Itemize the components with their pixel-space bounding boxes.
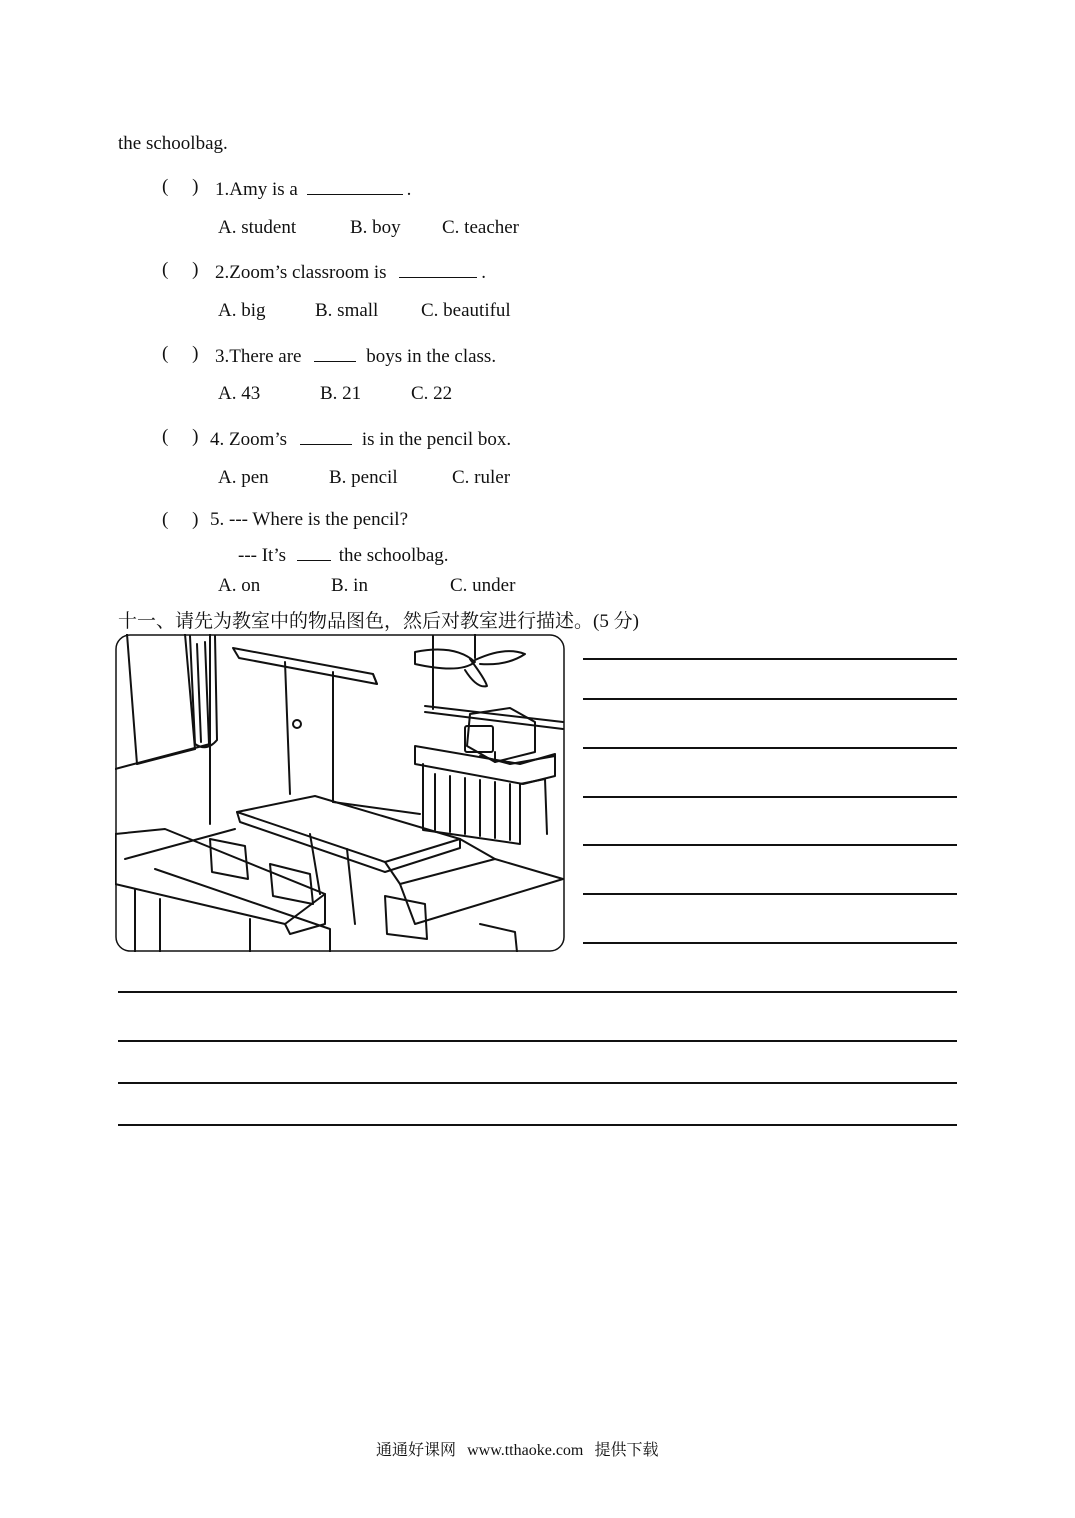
question-stem: Zoom’s classroom is	[229, 262, 387, 283]
question-stem-end: .	[406, 179, 412, 200]
writing-line[interactable]	[583, 796, 957, 798]
question-4	[210, 426, 511, 451]
writing-line[interactable]	[118, 1040, 957, 1042]
question-number: 2.	[215, 262, 230, 283]
question-stem: Amy is a	[229, 179, 298, 200]
footer-site-name: 通通好课网	[376, 1440, 457, 1459]
question-3	[215, 343, 496, 368]
answer-blank[interactable]	[300, 426, 352, 445]
question-1	[215, 176, 411, 201]
option-c[interactable]: C. 22	[411, 383, 453, 404]
question-stem: There are	[229, 346, 302, 367]
reply-start: --- It’s	[238, 545, 287, 566]
answer-paren-4[interactable]: ( )	[162, 426, 199, 447]
writing-line[interactable]	[583, 698, 957, 700]
question-5	[210, 509, 408, 531]
option-c[interactable]: C. ruler	[452, 467, 511, 488]
question-number: 4.	[210, 429, 225, 450]
writing-line[interactable]	[118, 1082, 957, 1084]
answer-blank[interactable]	[307, 176, 403, 195]
option-a[interactable]: A. 43	[218, 383, 261, 404]
answer-blank[interactable]	[314, 343, 356, 362]
writing-line[interactable]	[583, 747, 957, 749]
question-2	[215, 259, 486, 284]
question-number: 5.	[210, 509, 225, 530]
option-b[interactable]: B. small	[315, 300, 379, 321]
answer-paren-1[interactable]: ( )	[162, 176, 199, 197]
question-stem: Zoom’s	[229, 429, 288, 450]
answer-blank[interactable]	[297, 542, 331, 561]
option-a[interactable]: A. pen	[218, 467, 269, 488]
option-b[interactable]: B. boy	[350, 217, 401, 238]
section-11-title: 十一、请先为教室中的物品图色，然后对教室进行描述。(5 分)	[118, 611, 639, 632]
writing-line[interactable]	[118, 1124, 957, 1126]
question-number: 1.	[215, 179, 230, 200]
writing-line[interactable]	[118, 991, 957, 993]
question-number: 3.	[215, 346, 230, 367]
option-b[interactable]: B. in	[331, 575, 368, 596]
classroom-illustration	[115, 634, 565, 952]
option-a[interactable]: A. big	[218, 300, 266, 321]
question-stem: --- Where is the pencil?	[229, 509, 409, 530]
option-a[interactable]: A. student	[218, 217, 297, 238]
question-stem-end: boys in the class.	[366, 346, 497, 367]
reply-end: the schoolbag.	[338, 545, 449, 566]
question-5-reply	[238, 542, 449, 567]
writing-line[interactable]	[583, 942, 957, 944]
option-c[interactable]: C. beautiful	[421, 300, 511, 321]
writing-line[interactable]	[583, 658, 957, 660]
question-stem-end: .	[481, 262, 487, 283]
answer-paren-5[interactable]: ( )	[162, 509, 199, 530]
option-b[interactable]: B. 21	[320, 383, 362, 404]
answer-blank[interactable]	[399, 259, 477, 278]
passage-tail: the schoolbag.	[118, 133, 228, 154]
writing-line[interactable]	[583, 844, 957, 846]
footer-suffix: 提供下载	[594, 1440, 659, 1459]
option-c[interactable]: C. under	[450, 575, 516, 596]
answer-paren-3[interactable]: ( )	[162, 343, 199, 364]
footer-url[interactable]: www.tthaoke.com	[467, 1442, 584, 1459]
footer	[376, 1437, 658, 1460]
question-stem-end: is in the pencil box.	[361, 429, 512, 450]
option-a[interactable]: A. on	[218, 575, 261, 596]
option-c[interactable]: C. teacher	[442, 217, 520, 238]
answer-paren-2[interactable]: ( )	[162, 259, 199, 280]
writing-line[interactable]	[583, 893, 957, 895]
option-b[interactable]: B. pencil	[329, 467, 398, 488]
